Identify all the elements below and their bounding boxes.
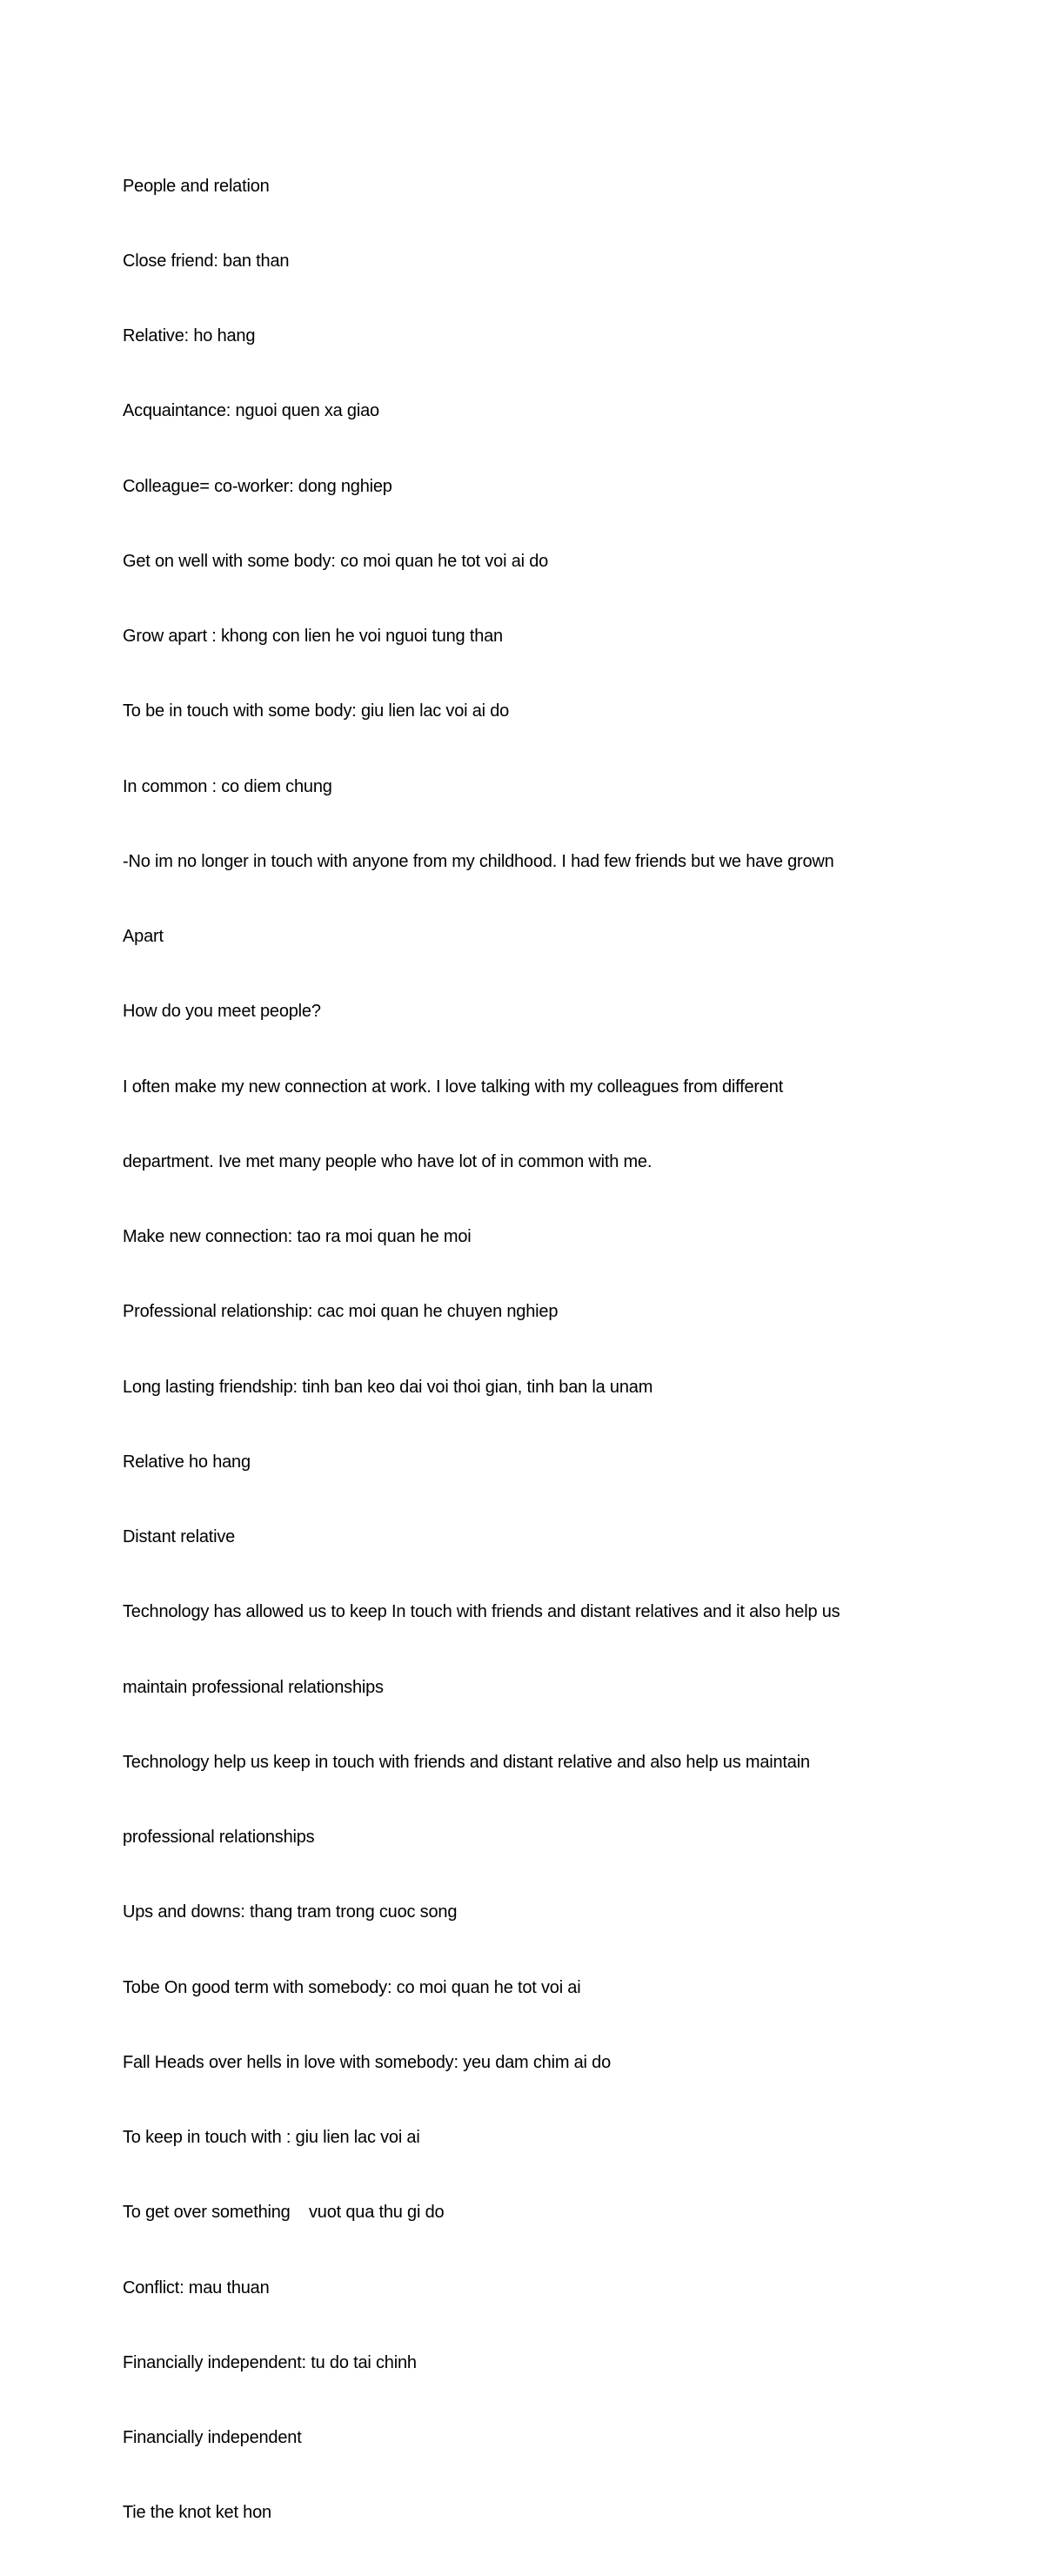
document-line: To get over something vuot qua thu gi do xyxy=(123,2203,445,2223)
document-line: I often make my new connection at work. I love talking with my colleagues from different xyxy=(123,1077,784,1097)
document-line: Distant relative xyxy=(123,1527,236,1546)
document-line: Relative: ho hang xyxy=(123,326,256,345)
document-line: Get on well with some body: co moi quan he tot voi ai do xyxy=(123,551,549,571)
document-line: professional relationships xyxy=(123,1828,315,1847)
document-line: Ups and downs: thang tram trong cuoc song xyxy=(123,1902,458,1922)
document-line: Conflict: mau thuan xyxy=(123,2277,270,2298)
document-line: To keep in touch with : giu lien lac voi ai xyxy=(123,2128,420,2147)
document-line: Grow apart : khong con lien he voi nguoi tung than xyxy=(123,627,503,646)
document-line: Technology has allowed us to keep In touch with friends and distant relatives and it also help us xyxy=(123,1602,840,1622)
document-line: To be in touch with some body: giu lien lac voi ai do xyxy=(123,701,510,721)
document-line: Long lasting friendship: tinh ban keo dai voi thoi gian, tinh ban la unam xyxy=(123,1377,653,1397)
document-line: Relative ho hang xyxy=(123,1452,251,1472)
document-line: How do you meet people? xyxy=(123,1002,321,1022)
document-line: department. Ive met many people who have lot of in common with me. xyxy=(123,1151,652,1171)
document-line: Close friend: ban than xyxy=(123,251,290,271)
document-line: Acquaintance: nguoi quen xa giao xyxy=(123,401,379,421)
document-line: Financially independent: tu do tai chinh xyxy=(123,2352,417,2372)
document-heading: People and relation xyxy=(123,176,270,196)
document-body xyxy=(123,124,932,2576)
document-line: Technology help us keep in touch with friends and distant relative and also help us maintain xyxy=(123,1752,810,1772)
document-line: Tobe On good term with somebody: co moi quan he tot voi ai xyxy=(123,1977,581,1997)
document-line: Professional relationship: cac moi quan he chuyen nghiep xyxy=(123,1302,559,1322)
document-line: Make new connection: tao ra moi quan he moi xyxy=(123,1227,472,1246)
document-line: Fall Heads over hells in love with somebody: yeu dam chim ai do xyxy=(123,2052,612,2072)
document-line: Tie the knot ket hon xyxy=(123,2503,271,2523)
document-line: -No im no longer in touch with anyone from my childhood. I had few friends but we have grown xyxy=(123,851,834,871)
document-line: In common : co diem chung xyxy=(123,776,332,796)
document-line: Financially independent xyxy=(123,2428,302,2447)
document-line: Apart xyxy=(123,927,164,946)
document-line: Colleague= co-worker: dong nghiep xyxy=(123,476,392,496)
document-line: maintain professional relationships xyxy=(123,1677,384,1697)
